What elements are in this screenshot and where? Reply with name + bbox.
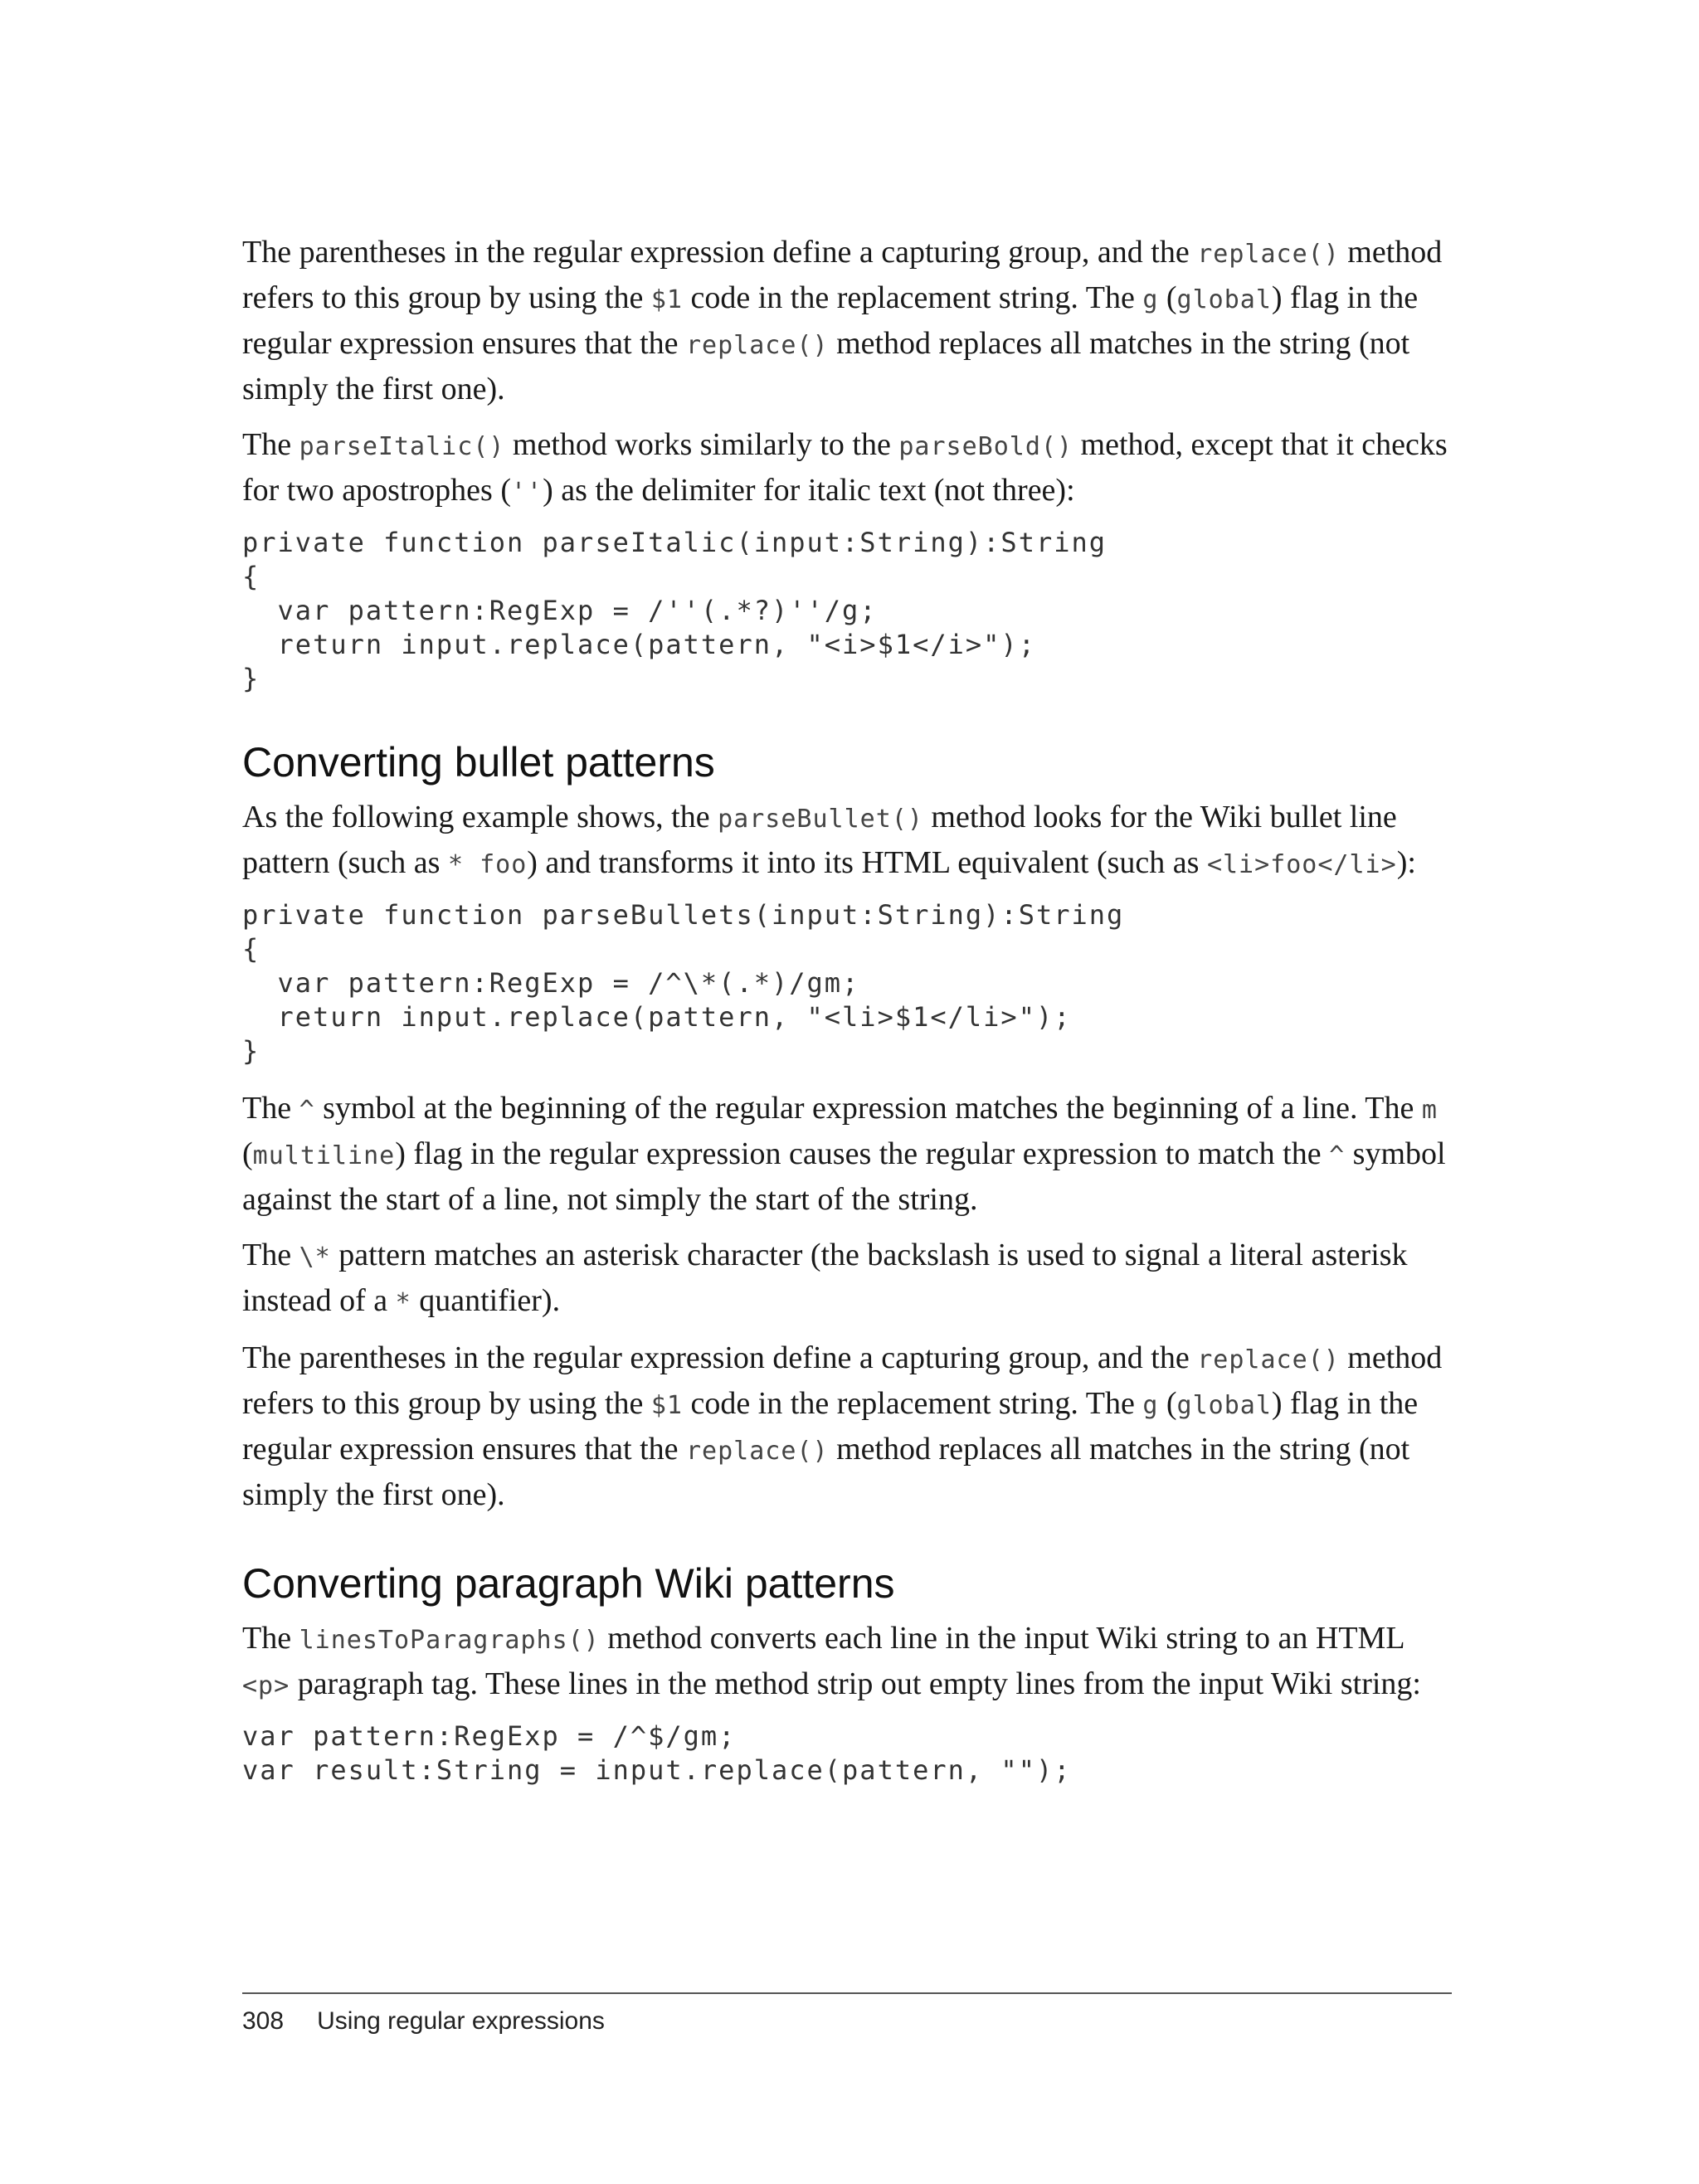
inline-code: g	[1142, 285, 1159, 314]
paragraph-asterisk-pattern	[242, 1233, 1452, 1325]
heading-paragraph-patterns: Converting paragraph Wiki patterns	[242, 1560, 895, 1607]
text: (	[242, 1136, 253, 1171]
inline-code: parseBold()	[898, 432, 1073, 461]
paragraph-caret-symbol	[242, 1087, 1452, 1222]
inline-code: ^	[299, 1096, 315, 1125]
paragraph-capturing-group-2	[242, 1336, 1452, 1517]
inline-code: g	[1142, 1391, 1159, 1420]
text: The parentheses in the regular expression define a capturing group, and the	[242, 235, 1198, 270]
paragraph-parse-italic	[242, 423, 1452, 514]
text: The	[242, 427, 299, 462]
text: code in the replacement string. The	[683, 1386, 1143, 1421]
inline-code: multiline	[252, 1141, 396, 1170]
text: (	[1158, 280, 1177, 315]
page-content	[242, 231, 1452, 1806]
text: The	[242, 1621, 299, 1656]
text: pattern matches an asterisk character (the backslash is used to signal a literal asterisk instead of a	[242, 1238, 1408, 1318]
code-block-strip-empty-lines: var pattern:RegExp = /^$/gm; var result:String = input.replace(pattern, "");	[242, 1720, 1072, 1786]
text: symbol at the beginning of the regular expression matches the beginning of a line. The	[314, 1091, 1422, 1126]
text: The parentheses in the regular expression define a capturing group, and the	[242, 1340, 1198, 1375]
text: method looks for the Wiki bullet line pattern (such as	[242, 800, 1397, 880]
inline-code: * foo	[447, 850, 528, 879]
text: method, except that it checks for two apostrophes (	[242, 427, 1448, 508]
text: code in the replacement string. The	[683, 280, 1143, 315]
inline-code: $1	[650, 1391, 683, 1420]
section-title: Using regular expressions	[317, 2007, 605, 2035]
inline-code: replace()	[686, 331, 829, 360]
inline-code: \*	[299, 1243, 331, 1272]
inline-code: <li>foo</li>	[1206, 850, 1397, 879]
page-footer	[242, 1992, 1452, 2036]
text: method replaces all matches in the string (not simply the first one).	[242, 1432, 1410, 1512]
text: quantifier).	[411, 1283, 561, 1318]
text: ) flag in the regular expression causes the regular expression to match the	[395, 1136, 1330, 1171]
text: ) flag in the regular expression ensures that the	[242, 280, 1419, 361]
inline-code: linesToParagraphs()	[299, 1626, 600, 1655]
inline-code: ^	[1329, 1141, 1346, 1170]
inline-code: ''	[510, 478, 543, 507]
code-block-parse-bullets: private function parseBullets(input:String):String { var pattern:RegExp = /^\*(.*)/gm; return input.replace(pattern, "<li>$1</li>"); }	[242, 899, 1125, 1067]
inline-code: $1	[650, 285, 683, 314]
text: symbol against the start of a line, not simply the start of the string.	[242, 1136, 1446, 1217]
paragraph-parse-bullet	[242, 795, 1452, 887]
text: (	[1158, 1386, 1177, 1421]
text: method converts each line in the input Wiki string to an HTML	[599, 1621, 1404, 1656]
text: method refers to this group by using the	[242, 235, 1443, 315]
inline-code: *	[395, 1288, 411, 1317]
text: ) and transforms it into its HTML equivalent (such as	[527, 845, 1207, 880]
code-block-parse-italic: private function parseItalic(input:String):String { var pattern:RegExp = /''(.*?)''/g; return input.replace(pattern, "<i>$1</i>"); }	[242, 527, 1108, 694]
text: method refers to this group by using the	[242, 1340, 1443, 1421]
text: method replaces all matches in the string (not simply the first one).	[242, 326, 1410, 406]
inline-code: replace()	[1197, 1345, 1340, 1374]
page-number: 308	[242, 2007, 285, 2035]
text: paragraph tag. These lines in the method strip out empty lines from the input Wiki string:	[290, 1666, 1421, 1701]
inline-code: m	[1421, 1096, 1438, 1125]
paragraph-lines-to-paragraphs	[242, 1617, 1452, 1708]
paragraph-capturing-group-1	[242, 231, 1452, 411]
text: ) as the delimiter for italic text (not three):	[543, 473, 1075, 508]
heading-bullet-patterns: Converting bullet patterns	[242, 739, 715, 786]
inline-code: global	[1176, 1391, 1272, 1420]
inline-code: global	[1176, 285, 1272, 314]
inline-code: replace()	[1197, 240, 1340, 269]
inline-code: replace()	[686, 1437, 829, 1466]
text: ) flag in the regular expression ensures that the	[242, 1386, 1419, 1467]
text: The	[242, 1091, 299, 1126]
text: method works similarly to the	[504, 427, 899, 462]
text: The	[242, 1238, 299, 1272]
text: As the following example shows, the	[242, 800, 718, 834]
inline-code: <p>	[242, 1671, 290, 1700]
inline-code: parseItalic()	[299, 432, 505, 461]
text: ):	[1396, 845, 1416, 880]
inline-code: parseBullet()	[718, 805, 923, 834]
